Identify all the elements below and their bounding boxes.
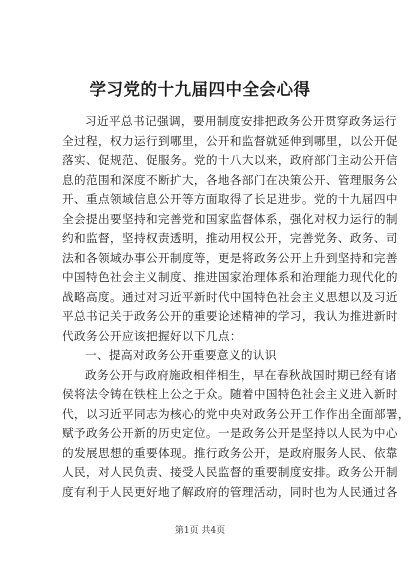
body-line: 中国特色社会主义制度、推进国家治理体系和治理能力现代化的 [62,270,398,284]
body-line: 政务公开与政府施政相伴相生，早在春秋战国时期已经有诸 [85,367,397,382]
page-number: 第1页 共4页 [174,526,226,536]
document-body [62,112,410,502]
body-line: 平总书记关于政务公开的重要论述精神的学习，我认为推进新时 [62,309,398,323]
body-line: 战略高度。通过对习近平新时代中国特色社会主义思想以及习近 [62,289,398,304]
body-line: 全会提出要坚持和完善党和国家监督体系，强化对权力运行的制 [62,211,398,226]
body-line: 约和监督，坚持权责透明，推动用权公开，完善党务、政务、司 [62,231,398,245]
body-line: 人民，对人民负责、接受人民监督的重要制度安排。政务公开制 [62,465,398,479]
body-line: 全过程，权力运行到哪里，公开和监督就延伸到哪里，以公开促 [62,133,398,148]
document-title: 学习党的十九届四中全会心得 [89,80,311,99]
body-line: 落实、促规范、促服务。党的十八大以来，政府部门主动公开信 [62,153,398,167]
section-heading: 一、提高对政务公开重要意义的认识 [85,348,277,362]
body-line: 息的范围和深度不断扩大，各地各部门在决策公开、管理服务公 [62,172,398,187]
body-line: 侯将法令铸在铁柱上公之于众。随着中国特色社会主义进入新时 [62,387,398,401]
body-line: 法和各领域办事公开制度等，更是将政务公开上升到坚持和完善 [62,250,398,265]
body-line: 代政务公开应该把握好以下几点： [62,328,242,343]
body-line: 习近平总书记强调，要用制度安排把政务公开贯穿政务运行 [85,114,397,128]
body-line: 的发展思想的重要体现。推行政务公开，是政府服务人民、依靠 [62,445,398,460]
body-line: 赋予政务公开新的历史定位。一是政务公开是坚持以人民为中心 [62,426,398,440]
body-line: 度有利于人民更好地了解政府的管理活动，同时也为人民通过各 [62,484,398,499]
body-line: 代，以习近平同志为核心的党中央对政务公开工作作出全面部署， [62,406,410,421]
body-line: 开、重点领域信息公开等方面取得了长足进步。党的十九届四中 [62,192,398,206]
